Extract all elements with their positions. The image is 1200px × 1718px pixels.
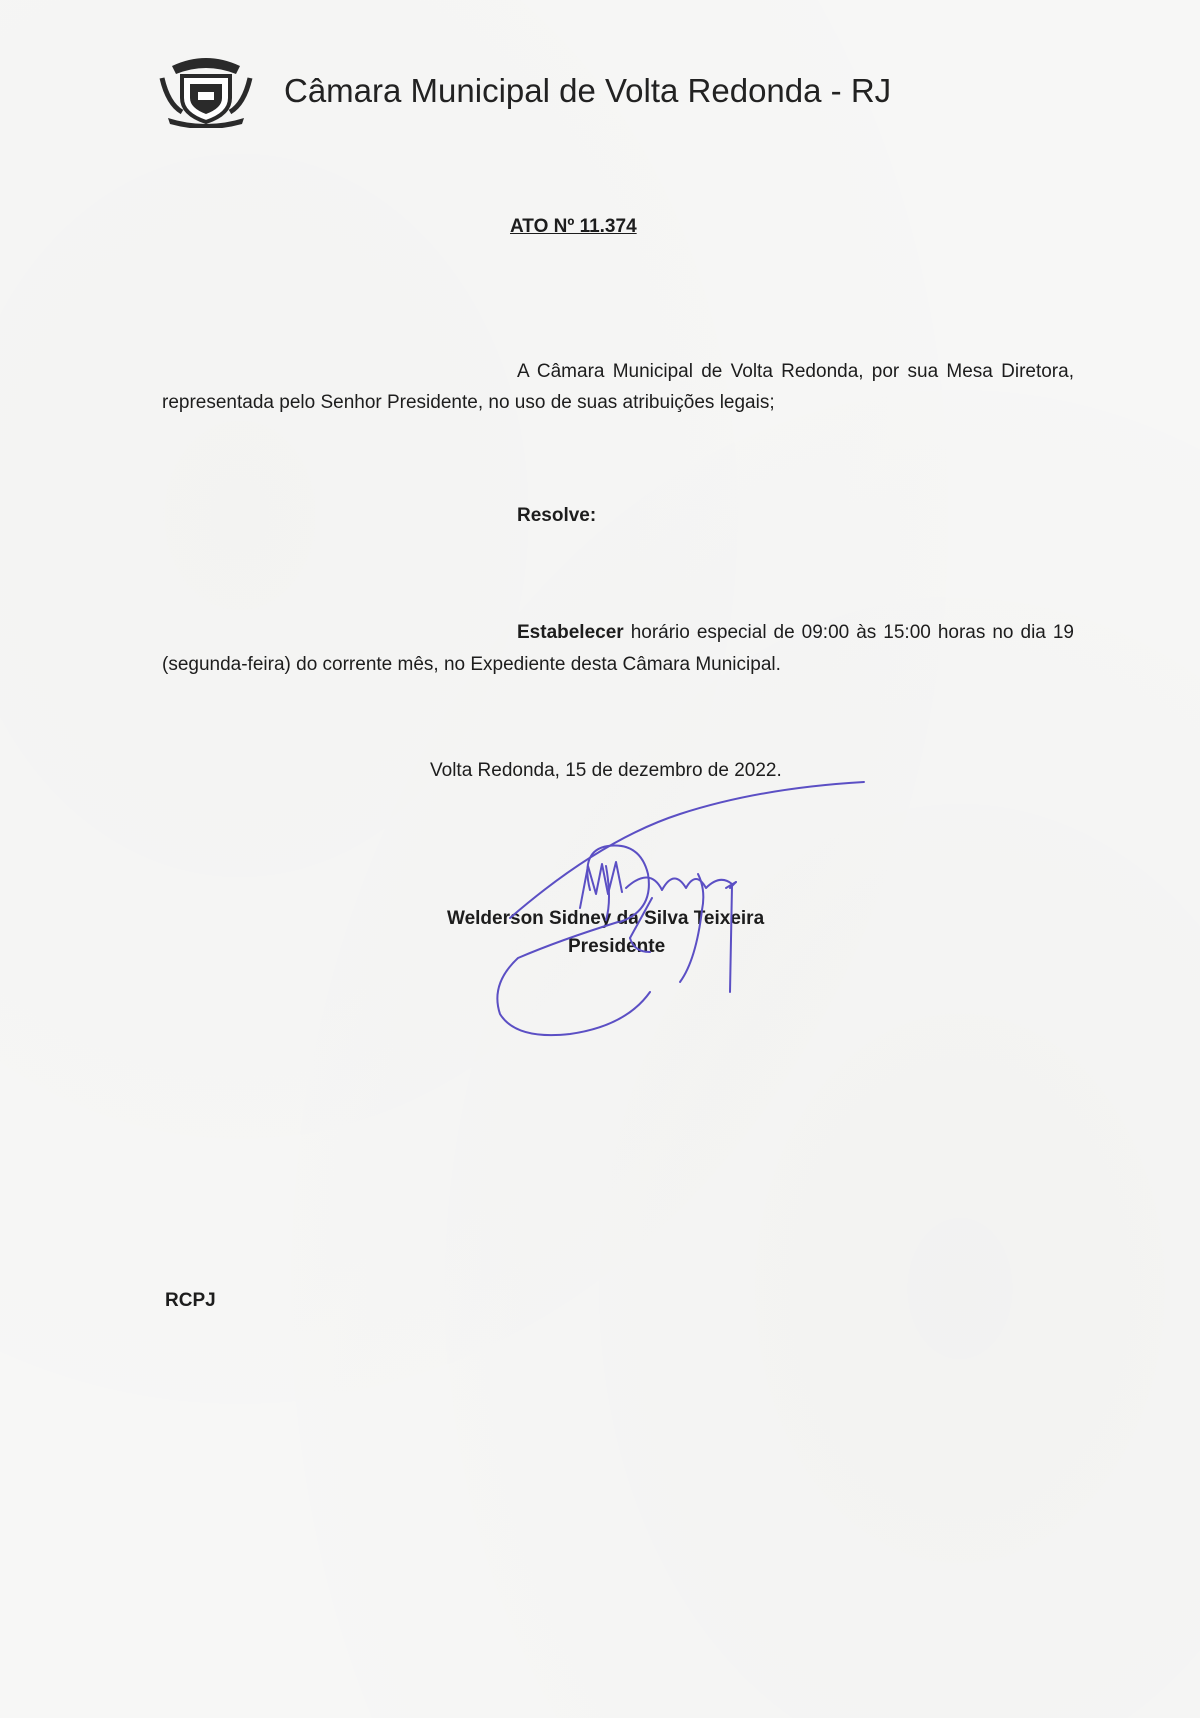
signer-role: Presidente xyxy=(568,936,666,957)
intro-paragraph: A Câmara Municipal de Volta Redonda, por sua Mesa Diretora, representada pelo Senhor Presidente, no uso de suas atribuições legais; xyxy=(162,361,1074,413)
signer-name: Welderson Sidney da Silva Teixeira xyxy=(447,908,765,929)
act-number-heading: ATO Nº 11.374 xyxy=(510,216,637,237)
institution-title: Câmara Municipal de Volta Redonda - RJ xyxy=(284,72,892,109)
date-line: Volta Redonda, 15 de dezembro de 2022. xyxy=(430,760,782,781)
coat-of-arms-icon xyxy=(158,48,254,128)
decision-lead-word: Estabelecer xyxy=(517,622,624,643)
author-initials: RCPJ xyxy=(165,1290,216,1311)
decision-text: horário especial de 09:00 às 15:00 horas no dia 19 (segunda-feira) do corrente mês, no Expediente desta Câmara Municipal. xyxy=(162,622,1074,675)
handwritten-signature xyxy=(430,770,870,1050)
decision-paragraph xyxy=(162,617,1074,681)
resolve-label: Resolve: xyxy=(517,505,597,526)
